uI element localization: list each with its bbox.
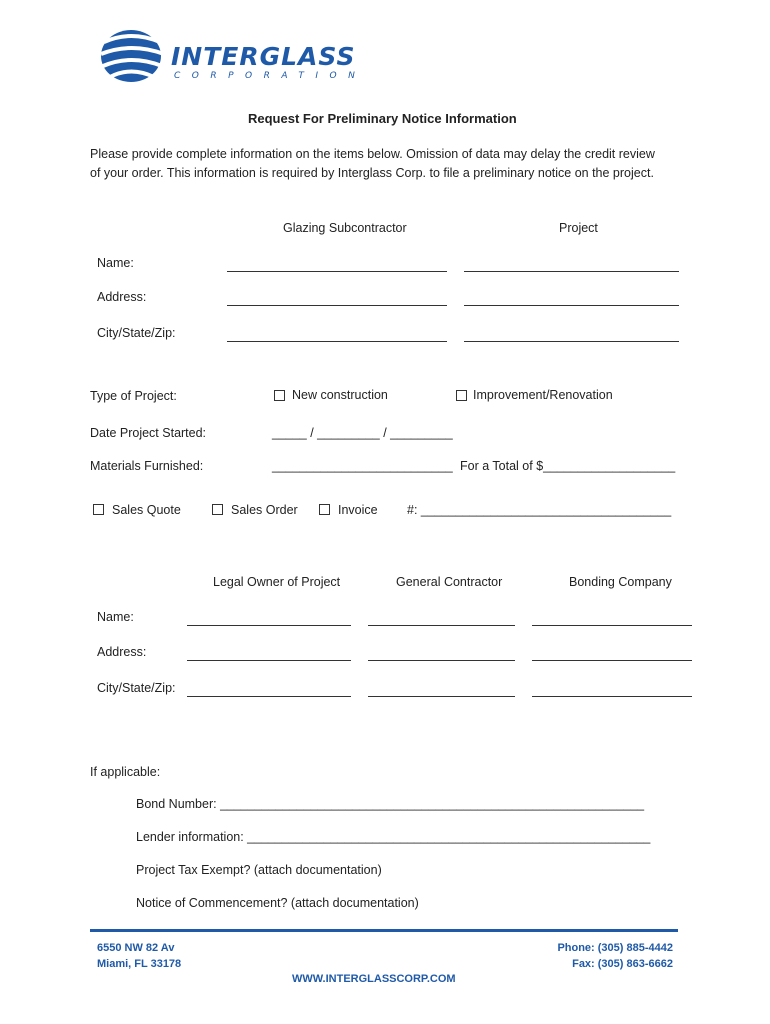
bonding-name-field[interactable] <box>532 625 692 626</box>
column-header-project: Project <box>559 221 598 235</box>
logo-wordmark: INTERGLASS <box>171 42 356 71</box>
owner-name-label: Name: <box>97 610 134 624</box>
materials-label: Materials Furnished: <box>90 459 204 473</box>
column-header-general-contractor: General Contractor <box>396 575 503 589</box>
project-address-field[interactable] <box>464 305 679 306</box>
logo-subtitle: CORPORATION <box>174 71 367 81</box>
improvement-label: Improvement/Renovation <box>473 388 613 402</box>
contractor-city-field[interactable] <box>368 696 515 697</box>
globe-logo-icon <box>98 28 168 88</box>
page-title: Request For Preliminary Notice Information <box>248 111 517 126</box>
invoice-checkbox[interactable] <box>319 504 330 515</box>
glazing-address-field[interactable] <box>227 305 447 306</box>
intro-line-2: of your order. This information is required by Interglass Corp. to file a preliminary notice on the project. <box>90 166 654 180</box>
owner-city-label: City/State/Zip: <box>97 681 176 695</box>
contractor-address-field[interactable] <box>368 660 515 661</box>
sales-order-checkbox[interactable] <box>212 504 223 515</box>
footer-address-1: 6550 NW 82 Av <box>97 942 175 954</box>
invoice-label: Invoice <box>338 503 378 517</box>
sales-order-label: Sales Order <box>231 503 298 517</box>
sales-quote-checkbox[interactable] <box>93 504 104 515</box>
improvement-checkbox[interactable] <box>456 390 467 401</box>
bond-number-field[interactable]: Bond Number: _____________________________________________________________ <box>136 797 645 811</box>
column-header-glazing: Glazing Subcontractor <box>283 221 407 235</box>
if-applicable-label: If applicable: <box>90 765 161 779</box>
bonding-address-field[interactable] <box>532 660 692 661</box>
lender-information-field[interactable]: Lender information: __________________________________________________________ <box>136 830 651 844</box>
intro-line-1: Please provide complete information on the items below. Omission of data may delay the credit review <box>90 147 655 161</box>
total-field[interactable]: For a Total of $___________________ <box>460 459 676 473</box>
footer-website-link[interactable]: WWW.INTERGLASSCORP.COM <box>292 973 456 985</box>
owner-name-field[interactable] <box>187 625 351 626</box>
glazing-city-field[interactable] <box>227 341 447 342</box>
city-state-zip-label: City/State/Zip: <box>97 326 176 340</box>
project-city-field[interactable] <box>464 341 679 342</box>
footer-divider <box>90 929 678 932</box>
materials-field[interactable]: __________________________ <box>272 459 453 473</box>
notice-of-commencement-label: Notice of Commencement? (attach documentation) <box>136 896 419 910</box>
project-name-field[interactable] <box>464 271 679 272</box>
owner-address-label: Address: <box>97 645 147 659</box>
owner-address-field[interactable] <box>187 660 351 661</box>
owner-city-field[interactable] <box>187 696 351 697</box>
footer-fax: Fax: (305) 863-6662 <box>572 958 673 970</box>
company-logo <box>98 28 398 88</box>
column-header-legal-owner: Legal Owner of Project <box>213 575 341 589</box>
footer-address-2: Miami, FL 33178 <box>97 958 182 970</box>
date-started-label: Date Project Started: <box>90 426 207 440</box>
footer-phone: Phone: (305) 885-4442 <box>557 942 673 954</box>
tax-exempt-label: Project Tax Exempt? (attach documentation) <box>136 863 382 877</box>
sales-quote-label: Sales Quote <box>112 503 181 517</box>
date-started-field[interactable]: _____ / _________ / _________ <box>272 426 453 440</box>
contractor-name-field[interactable] <box>368 625 515 626</box>
new-construction-label: New construction <box>292 388 388 402</box>
project-type-label: Type of Project: <box>90 389 177 403</box>
new-construction-checkbox[interactable] <box>274 390 285 401</box>
glazing-name-field[interactable] <box>227 271 447 272</box>
bonding-city-field[interactable] <box>532 696 692 697</box>
name-label: Name: <box>97 256 134 270</box>
address-label: Address: <box>97 290 147 304</box>
column-header-bonding-company: Bonding Company <box>569 575 672 589</box>
document-number-field[interactable]: #: ____________________________________ <box>407 503 672 517</box>
